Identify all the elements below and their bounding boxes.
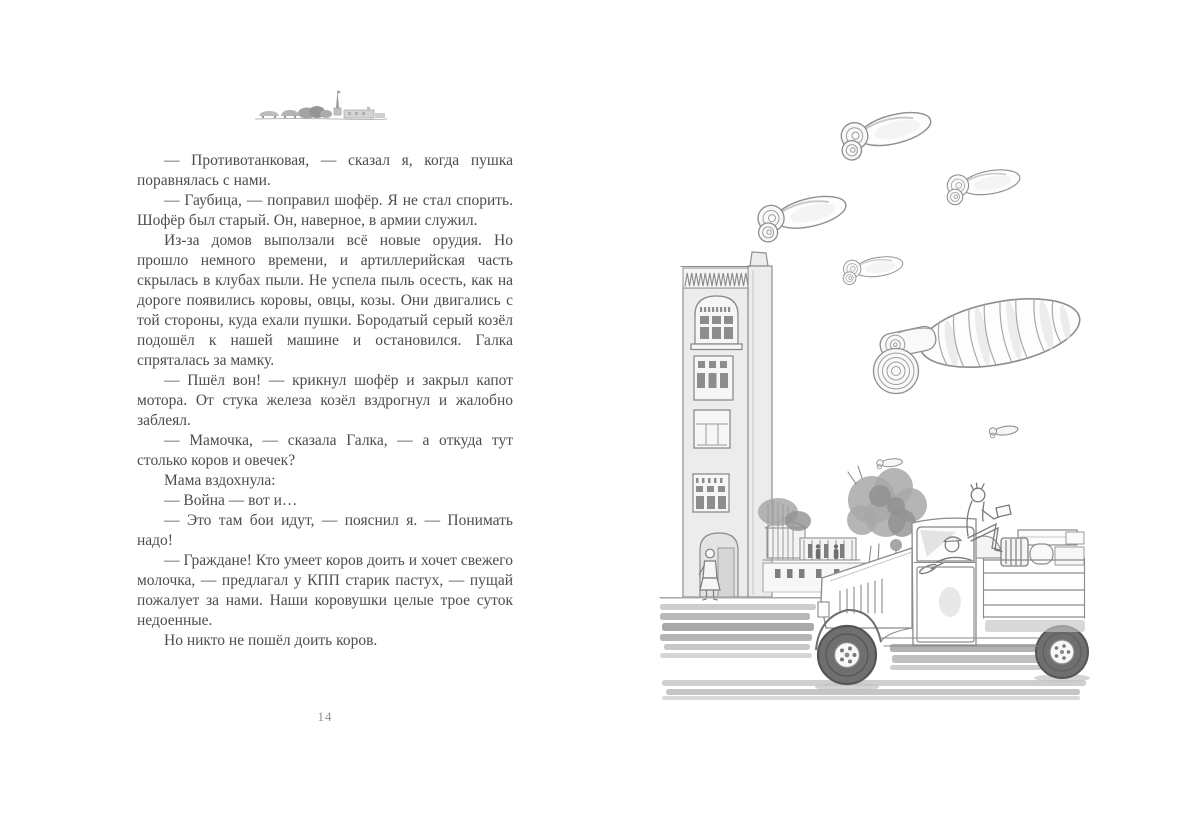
illustration-balloons-over-street [640,80,1170,720]
paragraph: Мама вздохнула: [164,472,276,489]
truck-bed [966,530,1085,618]
page-number: 14 [317,709,333,724]
paned-window [693,474,729,512]
paragraph: — Это там бои идут, — пояснил я. — Понимать надо! [137,512,513,549]
paragraph: — Пшёл вон! — крикнул шофёр и закрыл капот мотора. От стука железа козёл вздрогнул и жалобно заблеял. [137,372,513,429]
paned-window [694,356,733,400]
barrage-balloon-icon [841,252,905,285]
paragraph: Из-за домов выползали всё новые орудия. Но прошло немного времени, и артиллерийская часть скрылась в клубах пыли. Не успела пыль осесть, как на дороге появились коровы, овцы, козы. Они двигались с той стороны, куда ехали пушки. Бородатый серый козёл подошёл к нашей машине и остановился. Галка спряталась за мамку. [137,232,513,369]
barrage-balloon-small-icon [989,424,1019,438]
plain-window [694,410,730,448]
paragraph: — Граждане! Кто умеет коров доить и хочет свежего молочка, — предлагал у КПП старик пастух, — пущай пожалует за нами. Наши коровушки целые трое суток недоенные. [137,552,513,629]
barrage-balloons [753,104,1085,469]
barrage-balloon-icon [836,104,935,162]
barrage-balloon-icon [944,164,1023,206]
striped-suitcase [1001,538,1028,566]
rear-wheel [1034,626,1090,682]
paragraph: — Война — вот и… [164,492,298,509]
story-text-block [137,151,513,651]
paragraph: — Гаубица, — поправил шофёр. Я не стал спорить. Шофёр был старый. Он, наверное, в армии служил. [137,192,513,229]
paragraph: — Противотанковая, — сказал я, когда пушка поравнялась с нами. [137,152,513,189]
header-vignette-skyline-icon [247,86,393,124]
barrage-balloon-icon [753,189,850,244]
paragraph: Но никто не пошёл доить коров. [164,632,378,649]
chassis-shadow [985,620,1085,632]
arched-window [691,296,742,350]
barrage-balloon-small-icon [876,457,903,469]
paragraph: — Мамочка, — сказала Галка, — а откуда тут столько коров и овечек? [137,432,513,469]
headlamp-bracket [818,602,829,617]
barrage-balloon-large-icon [874,287,1086,393]
